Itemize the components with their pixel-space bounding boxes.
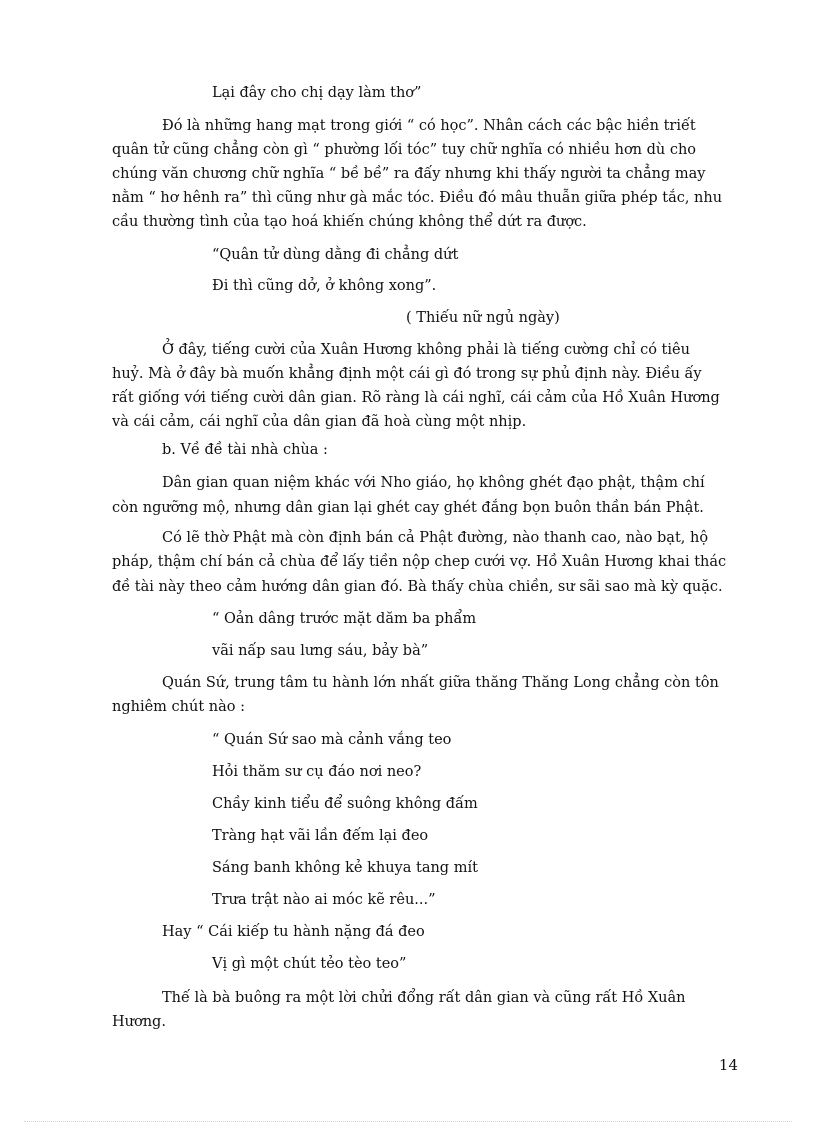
page-number: 14 xyxy=(718,1056,738,1074)
paragraph-line: Quán Sứ, trung tâm tu hành lớn nhất giữa thăng Thăng Long chẳng còn tôn xyxy=(162,675,719,691)
paragraph-line: Thế là bà buông ra một lời chửi đổng rất dân gian và cũng rất Hồ Xuân xyxy=(162,990,686,1006)
paragraph-line: Có lẽ thờ Phật mà còn định bán cả Phật đường, nào thanh cao, nào bạt, hộ xyxy=(162,530,709,546)
verse-line: Hay “ Cái kiếp tu hành nặng đá đeo xyxy=(162,924,425,940)
poem-source: ( Thiếu nữ ngủ ngày) xyxy=(406,310,560,326)
verse-line: vãi nấp sau lưng sáu, bảy bà” xyxy=(212,643,429,659)
verse-line: Chầy kinh tiểu để suông không đấm xyxy=(212,796,478,812)
paragraph-line: quân tử cũng chẳng còn gì “ phường lối tóc” tuy chữ nghĩa có nhiều hơn dù cho xyxy=(112,142,697,158)
verse-line: Trưa trật nào ai móc kẽ rêu...” xyxy=(212,892,436,908)
paragraph-line: rất giống với tiếng cười dân gian. Rõ ràng là cái nghĩ, cái cảm của Hồ Xuân Hương xyxy=(112,390,720,406)
section-heading: b. Về đề tài nhà chùa : xyxy=(162,442,328,458)
bottom-dotted-rule xyxy=(24,1121,792,1122)
paragraph-line: Đó là những hang mạt trong giới “ có học”. Nhân cách các bậc hiền triết xyxy=(162,118,696,134)
paragraph-line: nằm “ hơ hênh ra” thì cũng như gà mắc tóc. Điều đó mâu thuẫn giữa phép tắc, nhu xyxy=(112,190,723,206)
verse-line: Lại đây cho chị dạy làm thơ” xyxy=(212,85,422,101)
verse-line: Hỏi thăm sư cụ đáo nơi neo? xyxy=(212,764,422,780)
verse-line: Sáng banh không kẻ khuya tang mít xyxy=(212,860,478,876)
paragraph-line: Ở đây, tiếng cười của Xuân Hương không phải là tiếng cường chỉ có tiêu xyxy=(162,342,690,358)
paragraph-line: còn ngưỡng mộ, nhưng dân gian lại ghét cay ghét đắng bọn buôn thần bán Phật. xyxy=(112,500,704,516)
paragraph-line: pháp, thậm chí bán cả chùa để lấy tiền nộp chep cưới vợ. Hồ Xuân Hương khai thác xyxy=(112,554,727,570)
paragraph-line: đề tài này theo cảm hướng dân gian đó. Bà thấy chùa chiền, sư sãi sao mà kỳ quặc. xyxy=(112,579,723,595)
paragraph-line: Hương. xyxy=(112,1014,166,1030)
paragraph-line: chúng văn chương chữ nghĩa “ bề bề” ra đấy nhưng khi thấy người ta chẳng may xyxy=(112,166,706,182)
paragraph-line: cầu thường tình của tạo hoá khiến chúng không thể dứt ra được. xyxy=(112,214,587,230)
paragraph-line: huỷ. Mà ở đây bà muốn khẳng định một cái gì đó trong sự phủ định này. Điều ấy xyxy=(112,366,702,382)
verse-line: “ Oản dâng trước mặt dăm ba phẩm xyxy=(212,611,477,627)
verse-line: “Quân tử dùng dằng đi chẳng dứt xyxy=(212,247,459,263)
verse-line: Tràng hạt vãi lần đếm lại đeo xyxy=(212,828,429,844)
paragraph-line: và cái cảm, cái nghĩ của dân gian đã hoà cùng một nhịp. xyxy=(112,414,527,430)
verse-line: Đi thì cũng dở, ở không xong”. xyxy=(212,278,437,294)
paragraph-line: nghiêm chút nào : xyxy=(112,699,245,715)
paragraph-line: Dân gian quan niệm khác với Nho giáo, họ không ghét đạo phật, thậm chí xyxy=(162,475,705,491)
verse-line: Vị gì một chút tẻo tèo teo” xyxy=(212,956,407,972)
verse-line: “ Quán Sứ sao mà cảnh vắng teo xyxy=(212,732,452,748)
